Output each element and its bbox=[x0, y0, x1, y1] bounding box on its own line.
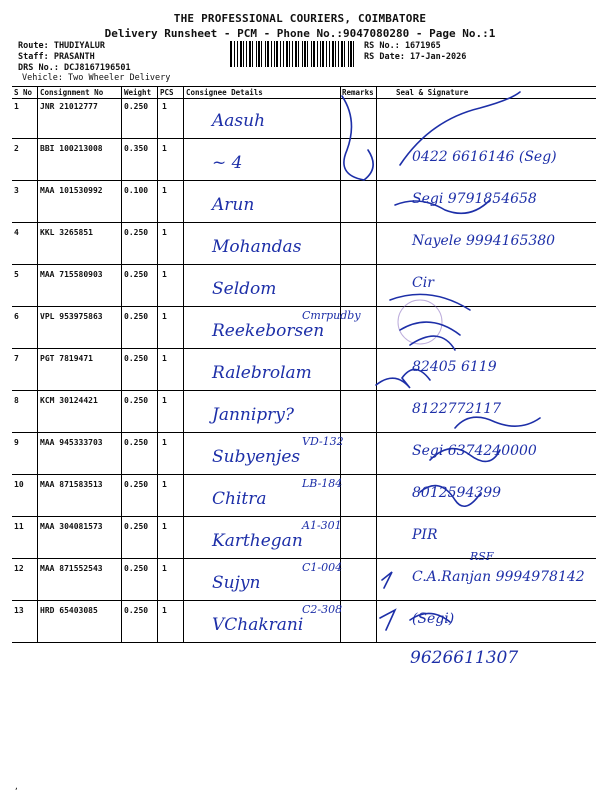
row-flat-note: Cmrpudby bbox=[302, 309, 361, 322]
row-sno: 10 bbox=[14, 480, 24, 489]
row-consignee-handwriting: Sujyn bbox=[212, 573, 261, 593]
row-pcs: 1 bbox=[162, 480, 167, 489]
row-weight: 0.250 bbox=[124, 102, 149, 111]
row-signature-handwriting: 8012594399 bbox=[412, 485, 502, 501]
row-weight: 0.250 bbox=[124, 606, 149, 615]
row-signature-handwriting: (Segi) bbox=[412, 611, 455, 627]
row-consignee-handwriting: Seldom bbox=[212, 279, 277, 299]
row-consignee-handwriting: Subyenjes bbox=[212, 447, 301, 467]
row-weight: 0.250 bbox=[124, 270, 149, 279]
row-signature-handwriting: Segi 6374240000 bbox=[412, 443, 537, 459]
row-sno: 5 bbox=[14, 270, 19, 279]
drs-number: DRS No.: DCJ8167196501 bbox=[18, 63, 131, 73]
row-consignment: BBI 100213008 bbox=[40, 144, 103, 153]
row-signature-handwriting: 8122772117 bbox=[412, 401, 502, 417]
handwritten-seal-text: RSF bbox=[470, 550, 494, 563]
row-sno: 11 bbox=[14, 522, 24, 531]
company-title: THE PROFESSIONAL COURIERS, COIMBATORE bbox=[173, 12, 427, 25]
table-row bbox=[12, 181, 596, 223]
row-pcs: 1 bbox=[162, 564, 167, 573]
row-pcs: 1 bbox=[162, 354, 167, 363]
header-consignee: Consignee Details bbox=[186, 88, 263, 97]
row-consignment: MAA 871583513 bbox=[40, 480, 103, 489]
table-row bbox=[12, 97, 596, 139]
header-seal: Seal & Signature bbox=[396, 88, 469, 97]
header-sno: S No bbox=[14, 88, 33, 97]
row-pcs: 1 bbox=[162, 606, 167, 615]
row-signature-handwriting: C.A.Ranjan 9994978142 bbox=[412, 569, 585, 585]
row-consignment: MAA 304081573 bbox=[40, 522, 103, 531]
row-flat-note: VD-132 bbox=[302, 435, 344, 448]
header-weight: Weight bbox=[124, 88, 152, 97]
table-row bbox=[12, 559, 596, 601]
row-consignee-handwriting: Aasuh bbox=[212, 111, 266, 131]
row-consignee-handwriting: VChakrani bbox=[212, 615, 304, 635]
row-consignee-handwriting: Chitra bbox=[212, 489, 267, 509]
row-consignee-handwriting: Reekeborsen bbox=[212, 321, 325, 341]
handwritten-phone: 9626611307 bbox=[410, 648, 519, 668]
row-flat-note: C1-004 bbox=[302, 561, 343, 574]
row-weight: 0.250 bbox=[124, 564, 149, 573]
row-sno: 2 bbox=[14, 144, 19, 153]
row-weight: 0.250 bbox=[124, 480, 149, 489]
row-consignment: VPL 953975863 bbox=[40, 312, 103, 321]
row-pcs: 1 bbox=[162, 522, 167, 531]
row-weight: 0.250 bbox=[124, 396, 149, 405]
row-pcs: 1 bbox=[162, 186, 167, 195]
row-sno: 6 bbox=[14, 312, 19, 321]
rs-number: RS No.: 1671965 bbox=[364, 41, 441, 51]
vehicle-label: Vehicle: Two Wheeler Delivery bbox=[22, 73, 171, 83]
table-row bbox=[12, 349, 596, 391]
row-pcs: 1 bbox=[162, 438, 167, 447]
row-signature-handwriting: Segi 9791854658 bbox=[412, 191, 537, 207]
table-row bbox=[12, 517, 596, 559]
barcode-image bbox=[230, 41, 356, 67]
row-pcs: 1 bbox=[162, 228, 167, 237]
row-consignment: JNR 21012777 bbox=[40, 102, 98, 111]
row-pcs: 1 bbox=[162, 270, 167, 279]
row-consignee-handwriting: Karthegan bbox=[212, 531, 303, 551]
row-sno: 3 bbox=[14, 186, 19, 195]
row-flat-note: C2-308 bbox=[302, 603, 343, 616]
staff-label: Staff: PRASANTH bbox=[18, 52, 95, 62]
row-consignee-handwriting: Mohandas bbox=[212, 237, 302, 257]
header-consignment: Consignment No bbox=[40, 88, 104, 97]
row-signature-handwriting: Cir bbox=[412, 275, 434, 291]
row-consignment: MAA 101530992 bbox=[40, 186, 103, 195]
row-sno: 13 bbox=[14, 606, 24, 615]
row-weight: 0.250 bbox=[124, 312, 149, 321]
row-consignee-handwriting: Jannipry? bbox=[212, 405, 295, 425]
route-label: Route: THUDIYALUR bbox=[18, 41, 105, 51]
row-sno: 7 bbox=[14, 354, 19, 363]
row-consignee-handwriting: Ralebrolam bbox=[212, 363, 312, 383]
row-signature-handwriting: PIR bbox=[412, 527, 438, 543]
row-sno: 8 bbox=[14, 396, 19, 405]
table-row bbox=[12, 223, 596, 265]
row-consignment: KKL 3265851 bbox=[40, 228, 93, 237]
row-consignment: KCM 30124421 bbox=[40, 396, 98, 405]
header-remarks: Remarks bbox=[342, 88, 374, 97]
header-pcs: PCS bbox=[160, 88, 174, 97]
table-row bbox=[12, 307, 596, 349]
runsheet-subtitle: Delivery Runsheet - PCM - Phone No.:9047080280 - Page No.:1 bbox=[104, 27, 496, 40]
row-weight: 0.250 bbox=[124, 438, 149, 447]
row-weight: 0.250 bbox=[124, 522, 149, 531]
row-weight: 0.250 bbox=[124, 228, 149, 237]
table-row bbox=[12, 475, 596, 517]
row-weight: 0.100 bbox=[124, 186, 149, 195]
row-sno: 12 bbox=[14, 564, 24, 573]
table-row bbox=[12, 391, 596, 433]
row-consignment: MAA 945333703 bbox=[40, 438, 103, 447]
table-row bbox=[12, 433, 596, 475]
table-row bbox=[12, 265, 596, 307]
row-sno: 9 bbox=[14, 438, 19, 447]
row-sno: 1 bbox=[14, 102, 19, 111]
row-sno: 4 bbox=[14, 228, 19, 237]
row-pcs: 1 bbox=[162, 102, 167, 111]
row-flat-note: A1-301 bbox=[302, 519, 342, 532]
row-consignment: MAA 871552543 bbox=[40, 564, 103, 573]
row-flat-note: LB-184 bbox=[302, 477, 343, 490]
row-consignee-handwriting: Arun bbox=[212, 195, 255, 215]
footer-mark: , bbox=[14, 782, 19, 791]
row-consignment: PGT 7819471 bbox=[40, 354, 93, 363]
row-signature-handwriting: 82405 6119 bbox=[412, 359, 497, 375]
row-consignment: HRD 65403085 bbox=[40, 606, 98, 615]
table-row bbox=[12, 601, 596, 643]
row-consignment: MAA 715580903 bbox=[40, 270, 103, 279]
row-pcs: 1 bbox=[162, 396, 167, 405]
row-weight: 0.350 bbox=[124, 144, 149, 153]
row-weight: 0.250 bbox=[124, 354, 149, 363]
row-consignee-handwriting: ~ 4 bbox=[212, 153, 243, 173]
row-pcs: 1 bbox=[162, 312, 167, 321]
rs-date: RS Date: 17-Jan-2026 bbox=[364, 52, 467, 62]
row-signature-handwriting: 0422 6616146 (Seg) bbox=[412, 149, 557, 165]
row-signature-handwriting: Nayele 9994165380 bbox=[412, 233, 556, 249]
table-row bbox=[12, 139, 596, 181]
row-pcs: 1 bbox=[162, 144, 167, 153]
